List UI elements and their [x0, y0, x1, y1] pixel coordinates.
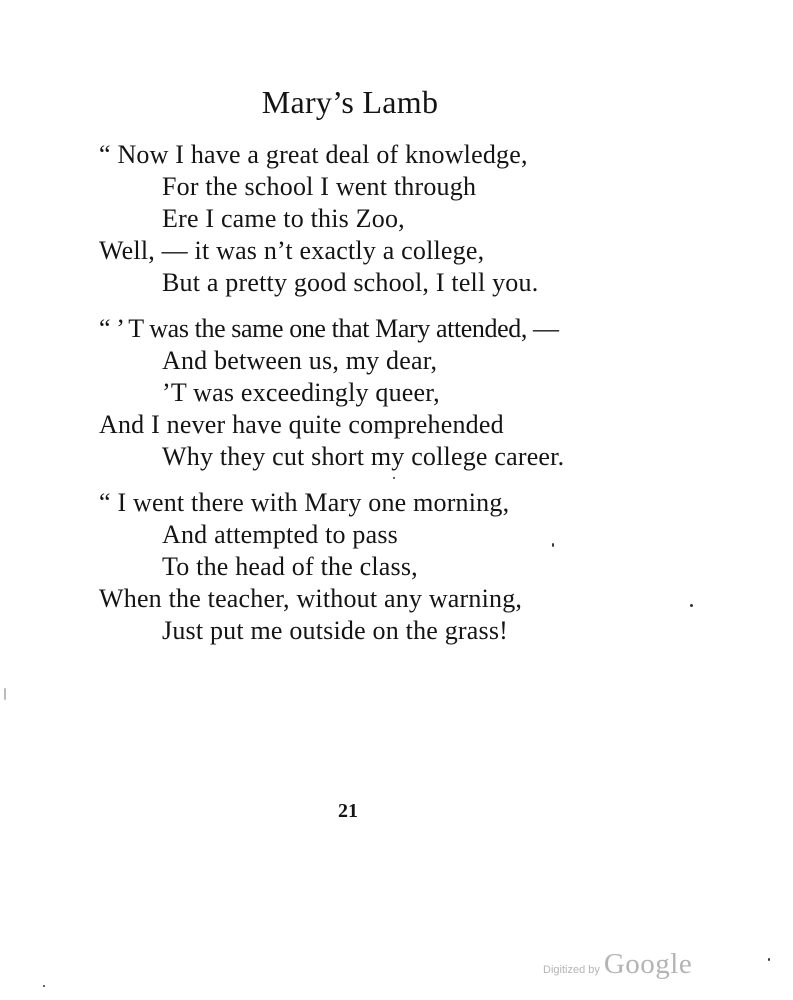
- scan-speck: [4, 688, 6, 700]
- scan-speck: [690, 604, 693, 607]
- watermark-prefix: Digitized by: [543, 964, 600, 976]
- poem-line: Well, — it was n’t exactly a college,: [99, 236, 485, 265]
- poem-line: And I never have quite comprehended: [99, 410, 504, 439]
- poem-line: When the teacher, without any warning,: [99, 584, 523, 613]
- poem-title: Mary’s Lamb: [261, 84, 439, 120]
- poem-line: “ Now I have a great deal of knowledge,: [99, 140, 528, 169]
- google-logo: Google: [603, 948, 693, 980]
- digitized-watermark: [543, 948, 692, 981]
- poem-line: But a pretty good school, I tell you.: [162, 268, 539, 297]
- scan-speck: [552, 543, 554, 547]
- poem-line: ’T was exceedingly queer,: [162, 378, 440, 407]
- poem-line: And attempted to pass: [162, 520, 398, 549]
- poem-line: Just put me outside on the grass!: [162, 616, 509, 645]
- scan-speck: [43, 985, 45, 987]
- poem-line: And between us, my dear,: [162, 346, 438, 375]
- poem-line: Why they cut short my college career.: [162, 442, 565, 471]
- poem-line: For the school I went through: [162, 172, 477, 201]
- scan-speck: [393, 477, 395, 479]
- scan-speck: [768, 958, 770, 961]
- poem-line: “ I went there with Mary one morning,: [99, 488, 510, 517]
- page-number: 21: [338, 800, 358, 822]
- poem-line: To the head of the class,: [162, 552, 418, 581]
- poem-line: “ ’ T was the same one that Mary attended, —: [99, 314, 559, 343]
- poem-line: Ere I came to this Zoo,: [162, 204, 405, 233]
